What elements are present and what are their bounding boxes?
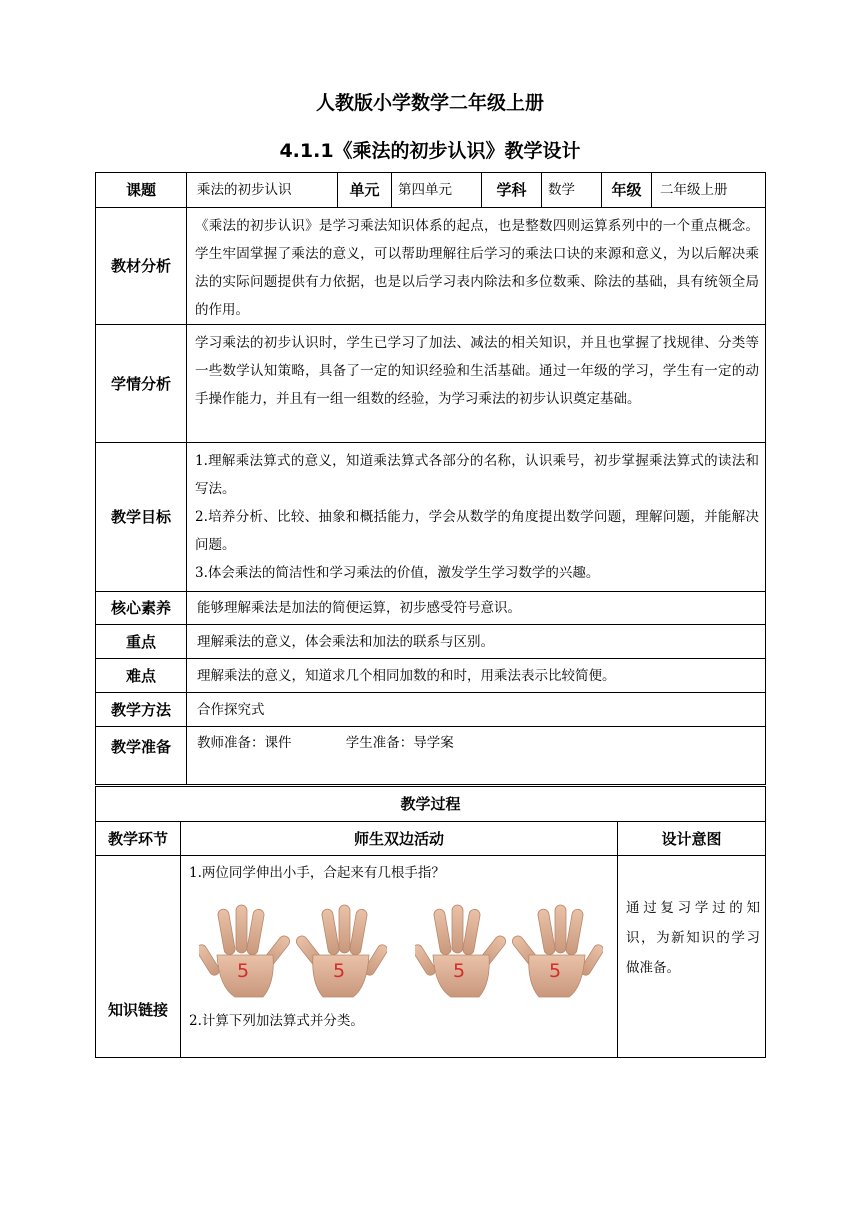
method-text: 合作探究式 <box>197 701 265 718</box>
student-preparation: 学生准备：导学案 <box>345 735 454 751</box>
hand-icon <box>295 903 387 999</box>
material-analysis-text: 《乘法的初步认识》是学习乘法知识体系的起点，也是整数四则运算系列中的一个重点概念。学生牢固掌握了乘法的意义，可以帮助理解往后学习的乘法口诀的来源和意义，为以后解决乘法的实际问题提供有力依据，也是以后学习表内除法和多位数乘、除法的基础，具有统领全局的作用。 <box>195 218 759 318</box>
design-intent-text: 通过复习学过的知识，为新知识的学习做准备。 <box>626 900 760 976</box>
unit-label: 单元 <box>349 181 380 199</box>
process-table <box>95 786 766 1058</box>
unit-value: 第四单元 <box>398 182 452 198</box>
hand-number: 5 <box>237 960 250 982</box>
objective-item: 1.理解乘法算式的意义，知道乘法算式各部分的名称，认识乘号，初步掌握乘法算式的读法和写法。 <box>195 453 759 497</box>
topic-label: 课题 <box>125 181 156 199</box>
key-point-label: 重点 <box>125 632 156 651</box>
student-analysis-label: 学情分析 <box>110 374 171 393</box>
activity-question-2: 2.计算下列加法算式并分类。 <box>189 1013 364 1029</box>
grade-value: 二年级上册 <box>660 182 728 198</box>
material-analysis-label: 教材分析 <box>110 257 171 275</box>
activity-question-1: 1.两位同学伸出小手，合起来有几根手指？ <box>189 865 445 881</box>
document-subtitle: 4.1.1《乘法的初步认识》教学设计 <box>279 140 581 162</box>
preparation-values <box>187 729 765 759</box>
subject-value: 数学 <box>548 182 575 198</box>
col-intent-header: 设计意图 <box>661 829 722 848</box>
grade-label: 年级 <box>611 181 642 199</box>
objective-item: 3.体会乘法的简洁性和学习乘法的价值，激发学生学习数学的兴趣。 <box>195 565 600 581</box>
info-table <box>95 172 766 785</box>
difficulty-text: 理解乘法的意义，知道求几个相同加数的和时，用乘法表示比较简便。 <box>197 667 616 684</box>
preparation-label: 教学准备 <box>110 738 171 756</box>
process-title: 教学过程 <box>400 795 461 813</box>
objectives-label: 教学目标 <box>110 508 171 526</box>
hand-number: 5 <box>549 960 562 982</box>
hand-icon <box>199 903 291 999</box>
teacher-preparation: 教师准备：课件 <box>197 735 292 751</box>
objectives-list <box>187 443 765 591</box>
student-analysis-text: 学习乘法的初步认识时，学生已学习了加法、减法的相关知识，并且也掌握了找规律、分类等一些数学认知策略，具备了一定的知识经验和生活基础。通过一年级的学习，学生有一定的动手操作能力，并且有一组一组数的经验，为学习乘法的初步认识奠定基础。 <box>195 335 759 407</box>
hands-illustration <box>199 903 609 999</box>
hand-number: 5 <box>333 960 346 982</box>
hand-number: 5 <box>453 960 466 982</box>
difficulty-label: 难点 <box>125 666 156 685</box>
stage-knowledge-link: 知识链接 <box>107 1001 168 1019</box>
core-literacy-label: 核心素养 <box>110 599 171 617</box>
key-point-text: 理解乘法的意义，体会乘法和加法的联系与区别。 <box>197 633 494 650</box>
topic-value: 乘法的初步认识 <box>197 182 292 198</box>
col-stage-header: 教学环节 <box>107 829 168 848</box>
subject-label: 学科 <box>496 181 527 199</box>
document-title: 人教版小学数学二年级上册 <box>315 92 544 114</box>
method-label: 教学方法 <box>110 700 171 719</box>
objective-item: 2.培养分析、比较、抽象和概括能力，学会从数学的角度提出数学问题，理解问题，并能解决问题。 <box>195 509 759 553</box>
col-activity-header: 师生双边活动 <box>353 829 444 848</box>
hand-icon <box>415 903 507 999</box>
hand-icon <box>511 903 603 999</box>
core-literacy-text: 能够理解乘法是加法的简便运算，初步感受符号意识。 <box>197 600 521 616</box>
